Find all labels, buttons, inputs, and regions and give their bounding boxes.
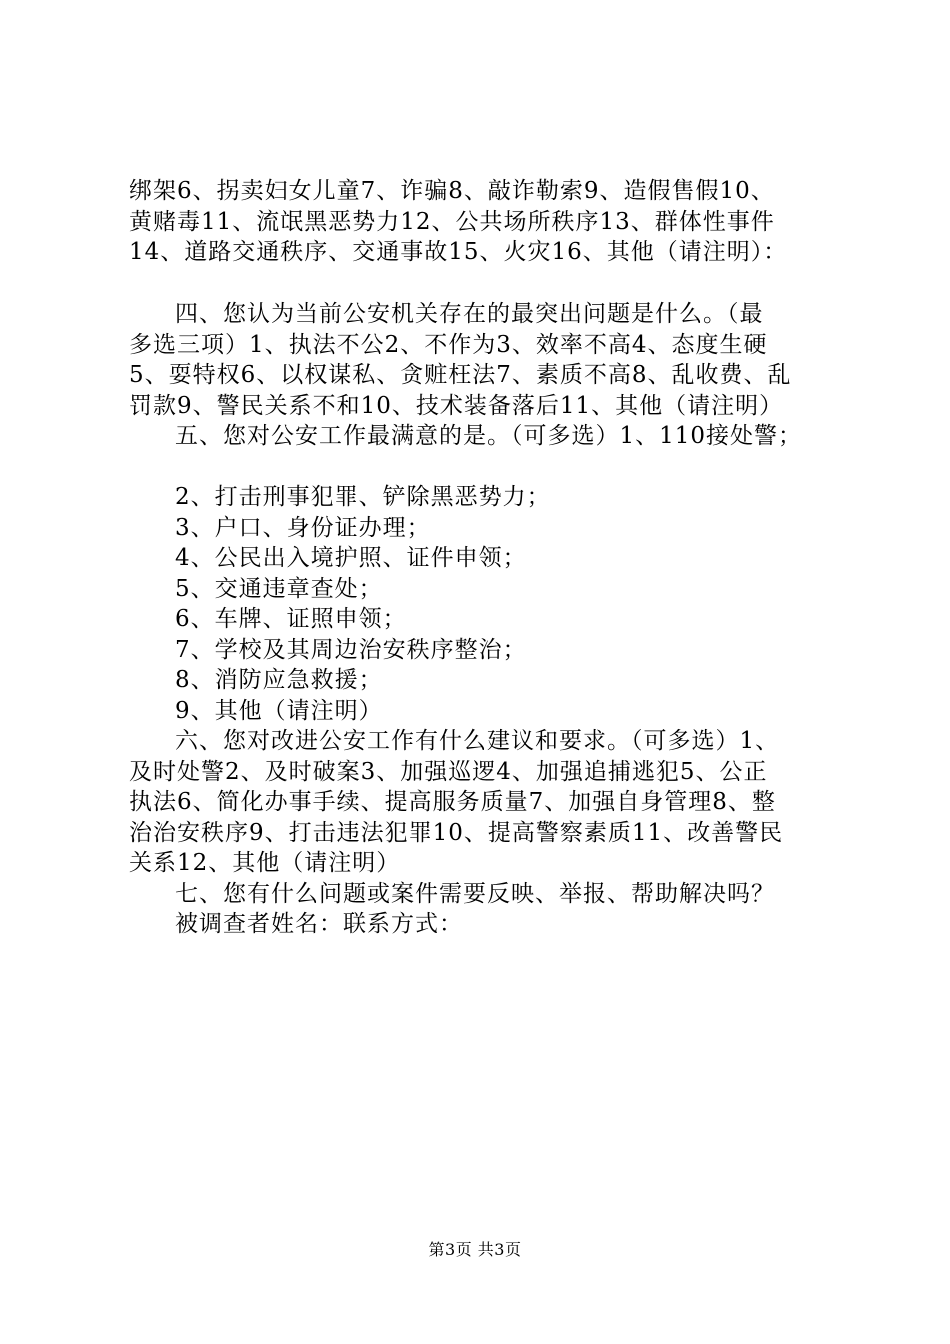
list-item: 9、其他（请注明） bbox=[175, 697, 383, 724]
question-5-head: 五、您对公安工作最满意的是。（可多选）1、110接处警； bbox=[175, 423, 803, 449]
list-item: 8、消防应急救援； bbox=[175, 667, 383, 693]
page-footer: 第3页 共3页 bbox=[428, 1240, 522, 1259]
text-line: 5、耍特权6、以权谋私、贪赃枉法7、素质不高8、乱收费、乱 bbox=[129, 362, 792, 388]
respondent-info: 被调查者姓名：联系方式： bbox=[175, 911, 463, 937]
list-item: 2、打击刑事犯罪、铲除黑恶势力； bbox=[175, 484, 551, 510]
text-line: 罚款9、警民关系不和10、技术装备落后11、其他（请注明） bbox=[129, 392, 784, 419]
q3-options-continued bbox=[129, 176, 834, 268]
text-line: 及时处警2、及时破案3、加强巡逻4、加强追捕逃犯5、公正 bbox=[129, 758, 768, 785]
text-line: 14、道路交通秩序、交通事故15、火灾16、其他（请注明）： bbox=[129, 239, 788, 265]
question-4 bbox=[129, 299, 834, 452]
question-6-line: 六、您对改进公安工作有什么建议和要求。（可多选）1、 bbox=[175, 728, 780, 754]
list-item: 6、车牌、证照申领； bbox=[175, 606, 407, 632]
text-line: 多选三项）1、执法不公2、不作为3、效率不高4、态度生硬 bbox=[129, 331, 768, 358]
text-line: 黄赌毒11、流氓黑恶势力12、公共场所秩序13、群体性事件 bbox=[129, 208, 775, 235]
list-item: 4、公民出入境护照、证件申领； bbox=[175, 545, 527, 571]
text-line: 治治安秩序9、打击违法犯罪10、提高警察素质11、改善警民 bbox=[129, 819, 784, 846]
text-line: 四、您认为当前公安机关存在的最突出问题是什么。（最 bbox=[175, 301, 764, 327]
list-item: 7、学校及其周边治安秩序整治； bbox=[175, 636, 527, 663]
question-7: 七、您有什么问题或案件需要反映、举报、帮助解决吗？ bbox=[175, 880, 775, 907]
text-line: 关系12、其他（请注明） bbox=[129, 850, 401, 876]
list-item: 3、户口、身份证办理； bbox=[175, 514, 431, 541]
text-line: 执法6、简化办事手续、提高服务质量7、加强自身管理8、整 bbox=[129, 789, 776, 815]
text-line: 绑架6、拐卖妇女儿童7、诈骗8、敲诈勒索9、造假售假10、 bbox=[129, 178, 775, 204]
question-5-items bbox=[129, 482, 834, 940]
list-item: 5、交通违章查处； bbox=[175, 575, 383, 602]
